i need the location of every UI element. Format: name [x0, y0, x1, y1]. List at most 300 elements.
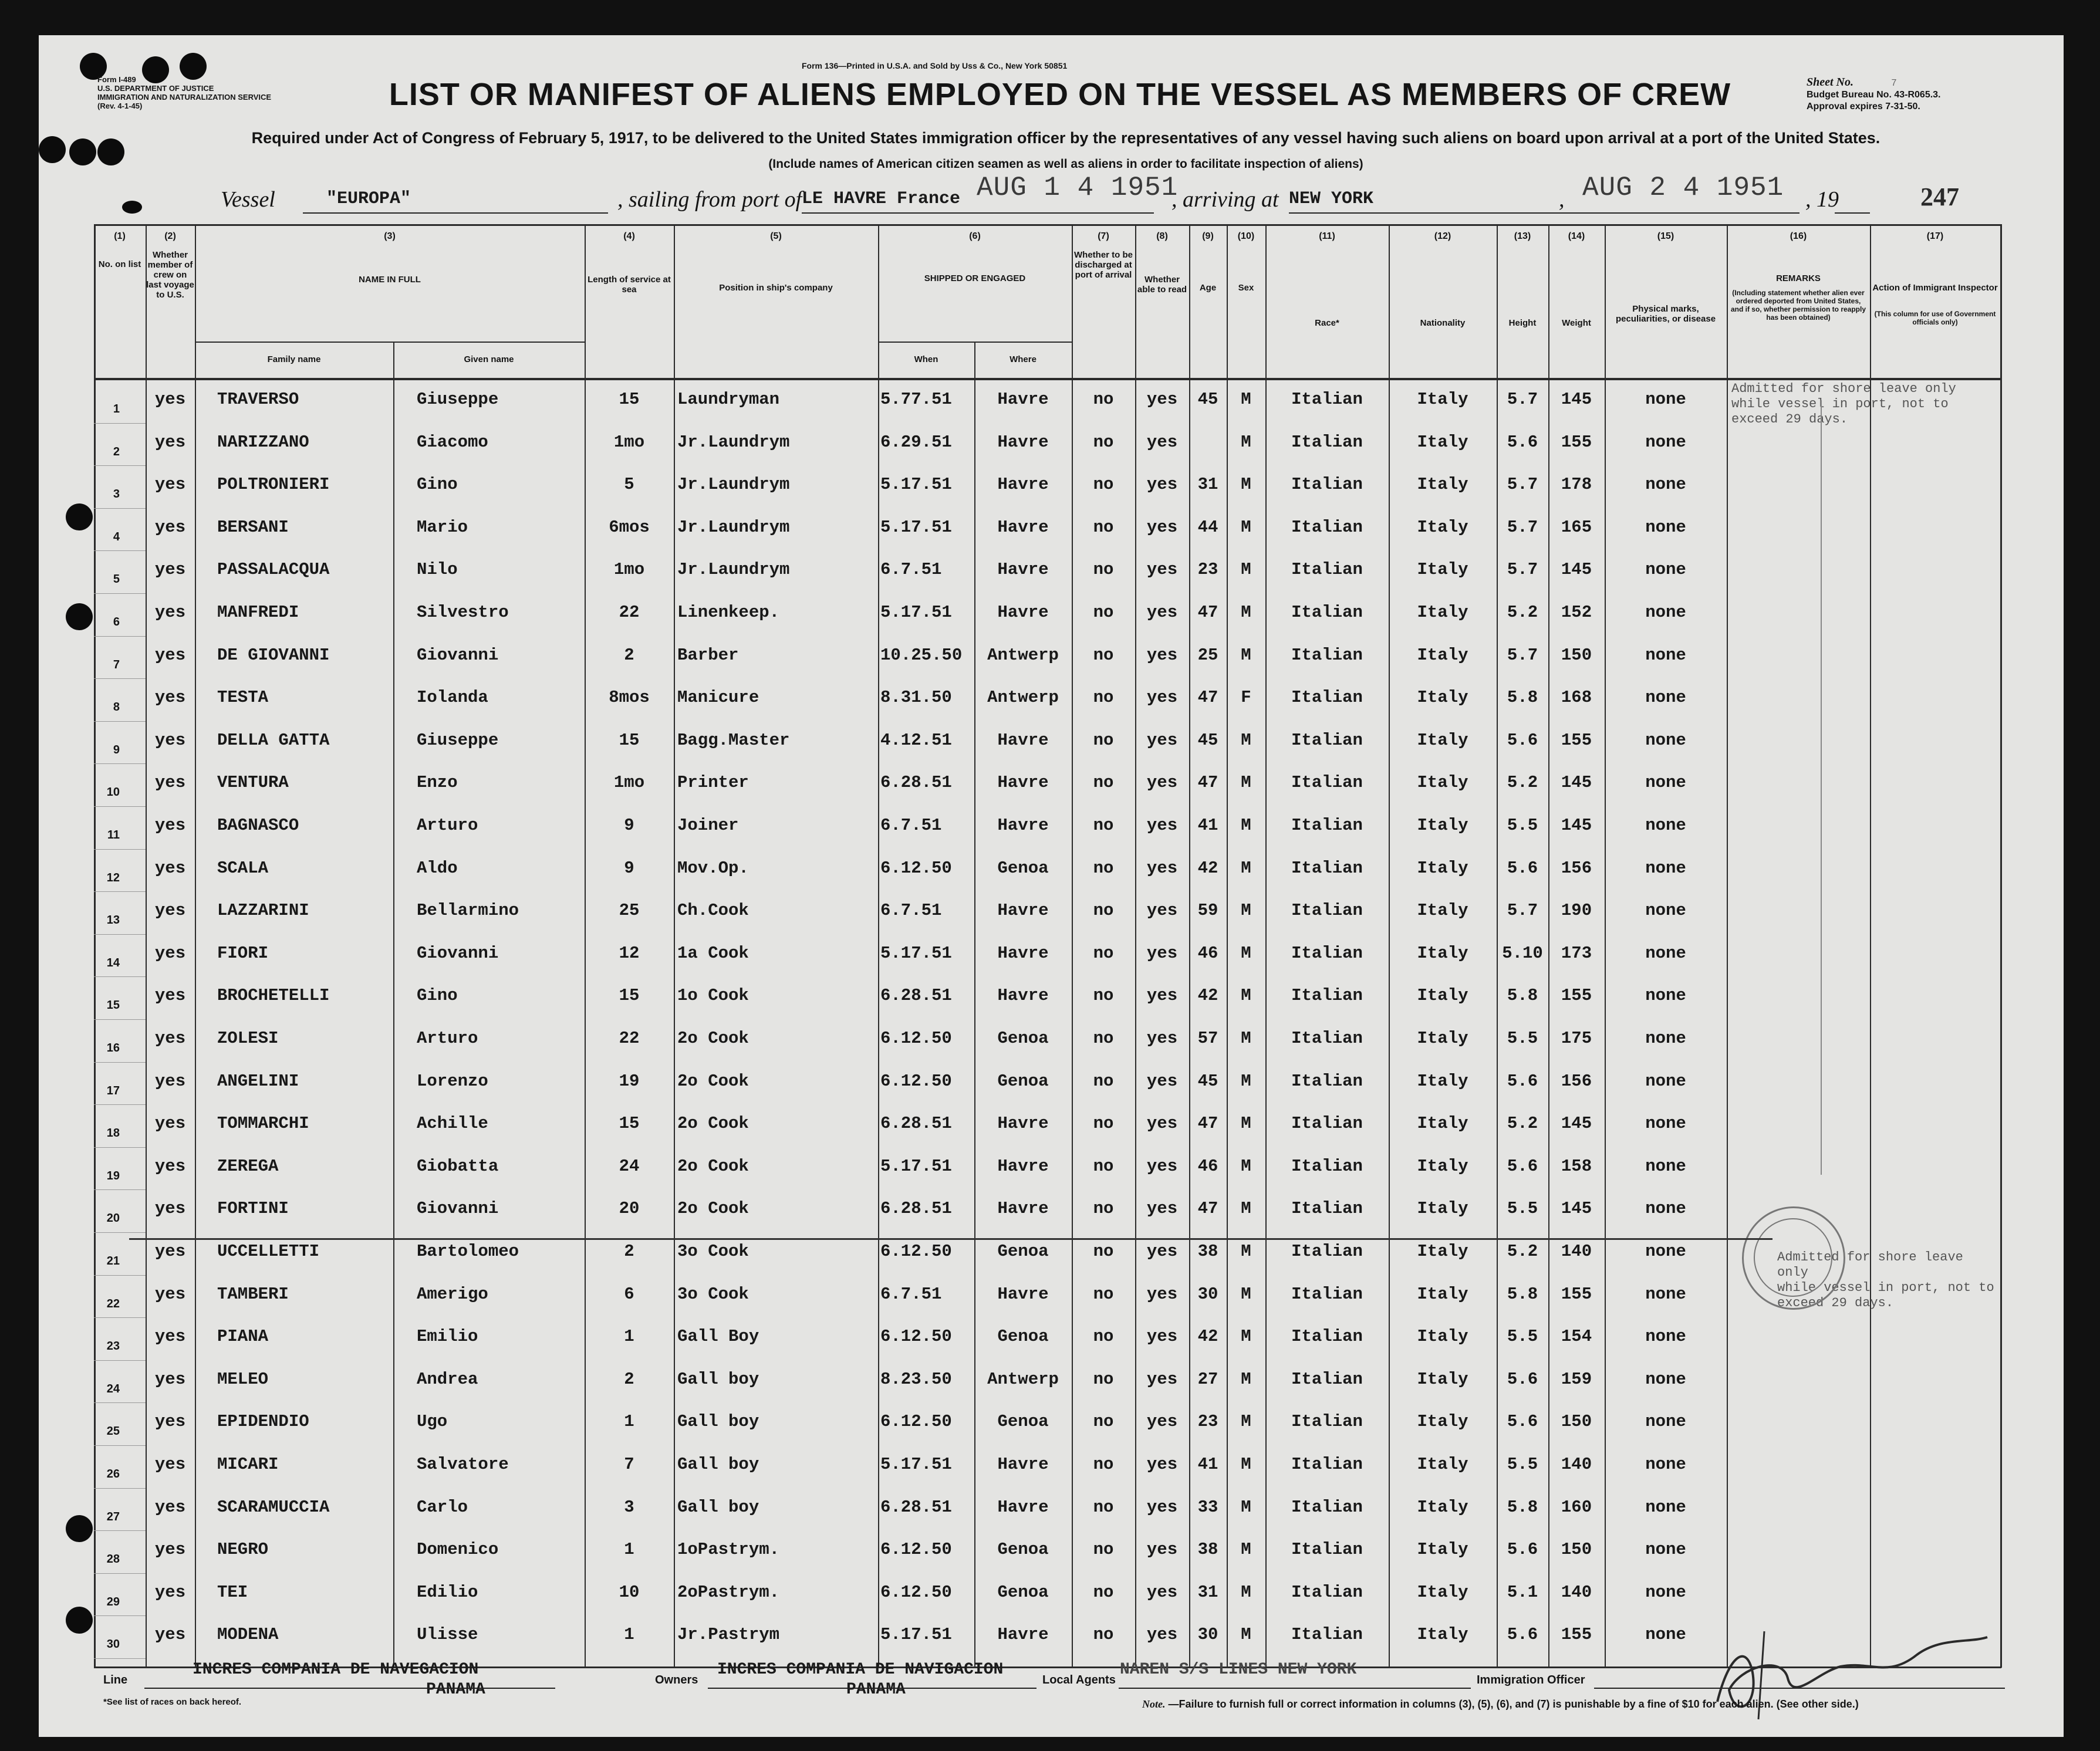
cell-last-voyage: yes [154, 1582, 186, 1602]
line-label: Line [103, 1674, 128, 1686]
cell-last-voyage: yes [154, 390, 186, 409]
cell-discharged: no [1093, 816, 1114, 835]
cell-position: Jr.Pastrym [677, 1625, 780, 1645]
cell-sex: M [1241, 1540, 1251, 1560]
cell-marks: none [1645, 1156, 1686, 1176]
cell-family: SCALA [217, 858, 269, 878]
colnum-13: (13) [1514, 231, 1531, 241]
cell-age: 31 [1197, 1582, 1218, 1602]
cell-family: ZOLESI [217, 1029, 279, 1048]
cell-last-voyage: yes [154, 986, 186, 1006]
local-agents-label: Local Agents [1042, 1674, 1116, 1686]
requirement-statement: Required under Act of Congress of February 5, 1917, to be delivered to the United States immigration officer by the representatives of any vessel having such aliens on board upon arrival at a port of the United States. [251, 129, 1880, 147]
cell-nationality: Italy [1417, 1199, 1468, 1219]
cell-read: yes [1146, 1582, 1178, 1602]
cell-marks: none [1645, 517, 1686, 537]
cell-last-voyage: yes [154, 645, 186, 665]
cell-nationality: Italy [1417, 1582, 1468, 1602]
cell-last-voyage: yes [154, 943, 186, 963]
cell-nationality: Italy [1417, 986, 1468, 1006]
year-prefix: , 19 [1805, 187, 1839, 212]
owners-value-2: PANAMA [846, 1681, 906, 1699]
cell-sex: F [1241, 688, 1251, 708]
cell-height: 5.6 [1507, 1369, 1538, 1389]
header-able-to-read: Whether able to read [1137, 275, 1187, 295]
cell-height: 5.8 [1507, 688, 1538, 708]
cell-family: TAMBERI [217, 1284, 289, 1304]
cell-read: yes [1146, 517, 1178, 537]
cell-service: 15 [619, 730, 640, 750]
cell-when: 5.17.51 [880, 943, 952, 963]
cell-given: Achille [417, 1114, 488, 1134]
cell-service: 8mos [609, 688, 650, 708]
cell-race: Italian [1291, 1625, 1363, 1645]
cell-marks: none [1645, 986, 1686, 1006]
cell-discharged: no [1093, 1284, 1114, 1304]
cell-race: Italian [1291, 1242, 1363, 1261]
cell-last-voyage: yes [154, 1284, 186, 1304]
cell-service: 1mo [613, 432, 645, 452]
cell-sex: M [1241, 1242, 1251, 1261]
cell-position: Joiner [677, 816, 739, 835]
cell-position: 3o Cook [677, 1284, 749, 1304]
cell-family: MANFREDI [217, 603, 299, 622]
cell-race: Italian [1291, 1029, 1363, 1048]
cell-nationality: Italy [1417, 1369, 1468, 1389]
owners-label: Owners [655, 1674, 698, 1686]
cell-height: 5.2 [1507, 773, 1538, 793]
cell-position: Gall Boy [677, 1327, 759, 1347]
cell-nationality: Italy [1417, 1242, 1468, 1261]
agents-underline [1119, 1688, 1471, 1689]
cell-race: Italian [1291, 986, 1363, 1006]
cell-sex: M [1241, 1284, 1251, 1304]
cell-where: Havre [997, 390, 1049, 409]
cell-position: Barber [677, 645, 739, 665]
cell-where: Havre [997, 773, 1049, 793]
cell-position: Gall boy [677, 1369, 759, 1389]
cell-discharged: no [1093, 1540, 1114, 1560]
cell-service: 15 [619, 390, 640, 409]
vessel-label: Vessel [221, 187, 275, 212]
punch-hole-icon [39, 136, 66, 163]
cell-sex: M [1241, 517, 1251, 537]
col-border [195, 224, 196, 1668]
cell-race: Italian [1291, 1327, 1363, 1347]
cell-weight: 150 [1561, 645, 1592, 665]
cell-when: 6.28.51 [880, 1114, 952, 1134]
punch-hole-icon [69, 138, 96, 165]
cell-height: 5.6 [1507, 1540, 1538, 1560]
colnum-9: (9) [1202, 231, 1214, 241]
cell-marks: none [1645, 1199, 1686, 1219]
cell-read: yes [1146, 773, 1178, 793]
row-divider [94, 1402, 146, 1403]
cell-marks: none [1645, 1540, 1686, 1560]
row-number: 15 [106, 999, 120, 1012]
cell-service: 2 [624, 1369, 634, 1389]
cell-family: EPIDENDIO [217, 1412, 309, 1432]
remark-row-1: Admitted for shore leave only while vessel in port, not to exceed 29 days. [1731, 381, 1956, 427]
cell-family: ZEREGA [217, 1156, 279, 1176]
cell-position: 1o Cook [677, 986, 749, 1006]
cell-height: 5.2 [1507, 1114, 1538, 1134]
cell-marks: none [1645, 645, 1686, 665]
cell-nationality: Italy [1417, 1497, 1468, 1517]
cell-height: 5.6 [1507, 1625, 1538, 1645]
row-number: 13 [106, 914, 120, 927]
cell-nationality: Italy [1417, 390, 1468, 409]
line-underline [144, 1688, 555, 1689]
cell-sex: M [1241, 1029, 1251, 1048]
cell-race: Italian [1291, 730, 1363, 750]
cell-family: MICARI [217, 1455, 279, 1474]
cell-given: Giovanni [417, 1199, 499, 1219]
cell-given: Emilio [417, 1327, 478, 1347]
cell-height: 5.5 [1507, 816, 1538, 835]
remark-row-21: Admitted for shore leave only while vessel in port, not to exceed 29 days. [1777, 1250, 1994, 1310]
arrival-date-stamp: AUG 2 4 1951 [1582, 173, 1784, 203]
cell-given: Edilio [417, 1582, 478, 1602]
cell-read: yes [1146, 858, 1178, 878]
cell-sex: M [1241, 1582, 1251, 1602]
cell-race: Italian [1291, 1284, 1363, 1304]
owners-value: INCRES COMPANIA DE NAVIGACION [717, 1661, 1004, 1679]
cell-read: yes [1146, 1156, 1178, 1176]
header-family-name: Family name [267, 354, 321, 364]
sheet-info: Sheet No. 7 Budget Bureau No. 43-R065.3. Approval expires 7-31-50. [1807, 76, 1941, 111]
cell-last-voyage: yes [154, 1455, 186, 1474]
punch-hole-icon [122, 201, 142, 214]
cell-age: 23 [1197, 1412, 1218, 1432]
cell-weight: 155 [1561, 432, 1592, 452]
cell-last-voyage: yes [154, 1156, 186, 1176]
cell-read: yes [1146, 390, 1178, 409]
col-border [878, 224, 879, 1668]
sailing-label: , sailing from port of [617, 187, 802, 212]
cell-marks: none [1645, 816, 1686, 835]
cell-race: Italian [1291, 517, 1363, 537]
cell-discharged: no [1093, 603, 1114, 622]
cell-given: Gino [417, 986, 458, 1006]
row-divider [94, 934, 146, 935]
cell-when: 5.17.51 [880, 1455, 952, 1474]
cell-given: Amerigo [417, 1284, 488, 1304]
cell-discharged: no [1093, 688, 1114, 708]
cell-position: Laundryman [677, 390, 780, 409]
cell-weight: 173 [1561, 943, 1592, 963]
cell-weight: 178 [1561, 475, 1592, 495]
cell-weight: 145 [1561, 773, 1592, 793]
row-divider [94, 849, 146, 850]
cell-given: Mario [417, 517, 468, 537]
cell-nationality: Italy [1417, 517, 1468, 537]
cell-service: 6 [624, 1284, 634, 1304]
row-divider [94, 550, 146, 551]
cell-nationality: Italy [1417, 773, 1468, 793]
cell-weight: 145 [1561, 390, 1592, 409]
cell-height: 5.7 [1507, 390, 1538, 409]
cell-when: 6.12.50 [880, 858, 952, 878]
header-when: When [914, 354, 938, 364]
cell-where: Antwerp [987, 1369, 1059, 1389]
cell-position: 1oPastrym. [677, 1540, 780, 1560]
cell-where: Havre [997, 432, 1049, 452]
cell-given: Aldo [417, 858, 458, 878]
cell-last-voyage: yes [154, 1327, 186, 1347]
cell-race: Italian [1291, 773, 1363, 793]
cell-read: yes [1146, 1071, 1178, 1091]
cell-when: 5.17.51 [880, 603, 952, 622]
cell-discharged: no [1093, 1242, 1114, 1261]
cell-family: LAZZARINI [217, 901, 309, 921]
cell-weight: 159 [1561, 1369, 1592, 1389]
cell-where: Genoa [997, 858, 1049, 878]
cell-height: 5.2 [1507, 1242, 1538, 1261]
cell-weight: 155 [1561, 1284, 1592, 1304]
cell-sex: M [1241, 560, 1251, 580]
cell-position: 1a Cook [677, 943, 749, 963]
cell-given: Ulisse [417, 1625, 478, 1645]
header-no-on-list: No. on list [98, 259, 141, 269]
cell-last-voyage: yes [154, 1625, 186, 1645]
cell-race: Italian [1291, 1114, 1363, 1134]
comma-separator: , [1559, 187, 1565, 212]
cell-position: 2o Cook [677, 1114, 749, 1134]
cell-sex: M [1241, 730, 1251, 750]
cell-service: 6mos [609, 517, 650, 537]
punch-hole-icon [66, 1607, 93, 1634]
cell-race: Italian [1291, 1455, 1363, 1474]
cell-sex: M [1241, 1497, 1251, 1517]
cell-age: 47 [1197, 1114, 1218, 1134]
cell-sex: M [1241, 1625, 1251, 1645]
cell-weight: 160 [1561, 1497, 1592, 1517]
colnum-17: (17) [1926, 231, 1944, 241]
cell-race: Italian [1291, 1540, 1363, 1560]
cell-where: Havre [997, 560, 1049, 580]
cell-discharged: no [1093, 645, 1114, 665]
cell-marks: none [1645, 1071, 1686, 1091]
cell-marks: none [1645, 560, 1686, 580]
colnum-12: (12) [1434, 231, 1451, 241]
cell-age: 30 [1197, 1625, 1218, 1645]
colnum-8: (8) [1156, 231, 1168, 241]
cell-family: NEGRO [217, 1540, 269, 1560]
cell-nationality: Italy [1417, 1625, 1468, 1645]
cell-family: BROCHETELLI [217, 986, 330, 1006]
cell-when: 6.7.51 [880, 816, 942, 835]
cell-service: 1mo [613, 773, 645, 793]
cell-weight: 150 [1561, 1412, 1592, 1432]
header-discharged: Whether to be discharged at port of arrival [1074, 250, 1133, 280]
cell-age: 42 [1197, 986, 1218, 1006]
cell-last-voyage: yes [154, 1114, 186, 1134]
row-number: 16 [106, 1042, 120, 1054]
cell-service: 1 [624, 1327, 634, 1347]
cell-age: 31 [1197, 475, 1218, 495]
cell-marks: none [1645, 1114, 1686, 1134]
row-divider [94, 1573, 146, 1574]
cell-family: ANGELINI [217, 1071, 299, 1091]
printer-line: Form 136—Printed in U.S.A. and Sold by Uss & Co., New York 50851 [802, 61, 1068, 70]
cell-sex: M [1241, 901, 1251, 921]
cell-when: 8.23.50 [880, 1369, 952, 1389]
cell-when: 5.17.51 [880, 475, 952, 495]
cell-age: 33 [1197, 1497, 1218, 1517]
cell-age: 45 [1197, 730, 1218, 750]
cell-weight: 140 [1561, 1455, 1592, 1474]
cell-race: Italian [1291, 1369, 1363, 1389]
colnum-14: (14) [1568, 231, 1585, 241]
page-title: LIST OR MANIFEST OF ALIENS EMPLOYED ON THE VESSEL AS MEMBERS OF CREW [389, 77, 1731, 112]
cell-age: 38 [1197, 1540, 1218, 1560]
header-position: Position in ship's company [719, 283, 833, 293]
cell-age: 47 [1197, 688, 1218, 708]
manifest-sheet [39, 35, 2064, 1737]
cell-last-voyage: yes [154, 901, 186, 921]
cell-race: Italian [1291, 432, 1363, 452]
cell-position: 2o Cook [677, 1199, 749, 1219]
cell-weight: 155 [1561, 1625, 1592, 1645]
cell-age: 45 [1197, 1071, 1218, 1091]
row-divider [94, 465, 146, 466]
cell-weight: 140 [1561, 1582, 1592, 1602]
cell-weight: 152 [1561, 603, 1592, 622]
cell-given: Salvatore [417, 1455, 509, 1474]
cell-family: BAGNASCO [217, 816, 299, 835]
cell-service: 1 [624, 1625, 634, 1645]
row-number: 22 [106, 1297, 120, 1310]
row-number: 27 [106, 1510, 120, 1523]
cell-where: Havre [997, 475, 1049, 495]
cell-discharged: no [1093, 1412, 1114, 1432]
header-height: Height [1508, 318, 1537, 328]
cell-when: 6.28.51 [880, 986, 952, 1006]
cell-race: Italian [1291, 901, 1363, 921]
cell-height: 5.8 [1507, 1497, 1538, 1517]
cell-when: 6.7.51 [880, 560, 942, 580]
departure-port: LE HAVRE France [802, 189, 961, 209]
cell-discharged: no [1093, 943, 1114, 963]
cell-service: 7 [624, 1455, 634, 1474]
cell-discharged: no [1093, 1582, 1114, 1602]
cell-nationality: Italy [1417, 858, 1468, 878]
cell-age: 41 [1197, 1455, 1218, 1474]
cell-where: Havre [997, 1114, 1049, 1134]
row-20-strikethrough [129, 1238, 1772, 1240]
cell-race: Italian [1291, 475, 1363, 495]
cell-discharged: no [1093, 1156, 1114, 1176]
cell-family: BERSANI [217, 517, 289, 537]
row-divider [94, 1658, 146, 1659]
col-border [94, 224, 96, 1668]
row-number: 29 [106, 1595, 120, 1608]
cell-family: SCARAMUCCIA [217, 1497, 330, 1517]
cell-weight: 145 [1561, 560, 1592, 580]
cell-family: TOMMARCHI [217, 1114, 309, 1134]
cell-marks: none [1645, 1412, 1686, 1432]
col-border [1870, 224, 1871, 1668]
cell-given: Carlo [417, 1497, 468, 1517]
row-divider [94, 1615, 146, 1616]
row-divider [94, 678, 146, 679]
cell-discharged: no [1093, 432, 1114, 452]
cell-sex: M [1241, 1071, 1251, 1091]
row-number: 6 [113, 616, 120, 628]
cell-position: Ch.Cook [677, 901, 749, 921]
cell-weight: 156 [1561, 1071, 1592, 1091]
cell-given: Iolanda [417, 688, 488, 708]
cell-discharged: no [1093, 986, 1114, 1006]
cell-where: Havre [997, 1284, 1049, 1304]
cell-sex: M [1241, 773, 1251, 793]
cell-sex: M [1241, 1327, 1251, 1347]
cell-sex: M [1241, 603, 1251, 622]
cell-read: yes [1146, 986, 1178, 1006]
arriving-label: , arriving at [1171, 187, 1279, 212]
cell-discharged: no [1093, 1625, 1114, 1645]
cell-age: 25 [1197, 645, 1218, 665]
cell-sex: M [1241, 858, 1251, 878]
row-divider [94, 806, 146, 807]
cell-nationality: Italy [1417, 1284, 1468, 1304]
cell-sex: M [1241, 986, 1251, 1006]
cell-when: 5.17.51 [880, 517, 952, 537]
port-underline [802, 212, 1154, 214]
cell-race: Italian [1291, 1156, 1363, 1176]
cell-marks: none [1645, 730, 1686, 750]
cell-sex: M [1241, 390, 1251, 409]
cell-weight: 154 [1561, 1327, 1592, 1347]
immigration-officer-label: Immigration Officer [1477, 1674, 1585, 1686]
cell-when: 6.28.51 [880, 1199, 952, 1219]
cell-last-voyage: yes [154, 560, 186, 580]
col-border [674, 224, 675, 1668]
cell-service: 15 [619, 986, 640, 1006]
crew-table [94, 224, 2001, 1674]
cell-service: 2 [624, 1242, 634, 1261]
cell-discharged: no [1093, 773, 1114, 793]
penalty-note: Note. —Failure to furnish full or correct information in columns (3), (5), (6), and (7) is punishable by a fine of $10 for each alien. (See other side.) [1142, 1698, 1859, 1710]
cell-last-voyage: yes [154, 1497, 186, 1517]
cell-read: yes [1146, 901, 1178, 921]
cell-weight: 150 [1561, 1540, 1592, 1560]
cell-nationality: Italy [1417, 1540, 1468, 1560]
cell-when: 6.12.50 [880, 1582, 952, 1602]
cell-weight: 190 [1561, 901, 1592, 921]
cell-discharged: no [1093, 560, 1114, 580]
departure-date-stamp: AUG 1 4 1951 [977, 173, 1179, 203]
line-value: INCRES COMPANIA DE NAVEGACION [193, 1661, 479, 1679]
cell-given: Enzo [417, 773, 458, 793]
cell-position: Gall boy [677, 1455, 759, 1474]
cell-service: 19 [619, 1071, 640, 1091]
cell-height: 5.5 [1507, 1199, 1538, 1219]
year-underline [1835, 212, 1870, 214]
cell-age: 47 [1197, 603, 1218, 622]
cell-height: 5.6 [1507, 1071, 1538, 1091]
arrival-date-underline [1571, 212, 1799, 214]
punch-hole-icon [97, 138, 124, 165]
cell-when: 6.29.51 [880, 432, 952, 452]
row-number: 18 [106, 1127, 120, 1140]
cell-family: PASSALACQUA [217, 560, 330, 580]
cell-service: 15 [619, 1114, 640, 1134]
header-action-inspector: Action of Immigrant Inspector [1872, 283, 1998, 293]
cell-age: 27 [1197, 1369, 1218, 1389]
cell-discharged: no [1093, 901, 1114, 921]
